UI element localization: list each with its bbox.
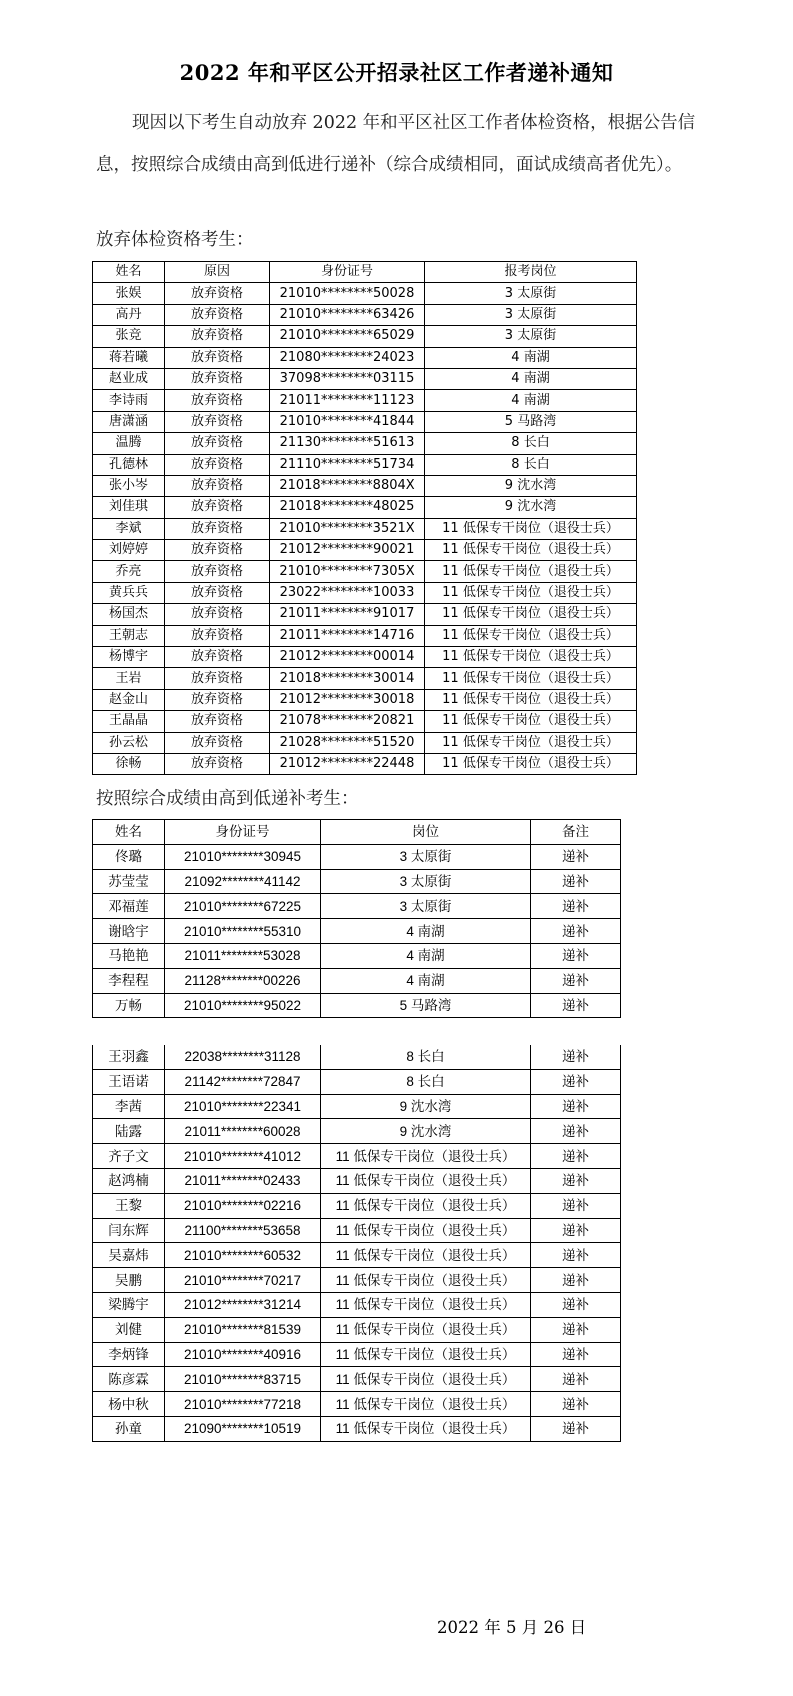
table-cell: 递补 [531, 1119, 621, 1144]
table-cell: 21018********48025 [270, 497, 425, 518]
table-cell: 放弃资格 [165, 753, 270, 774]
table-cell: 21012********22448 [270, 753, 425, 774]
table-cell: 21010********67225 [165, 894, 321, 919]
table-cell: 放弃资格 [165, 604, 270, 625]
table-row [93, 711, 637, 732]
table-cell: 放弃资格 [165, 497, 270, 518]
table-cell: 4 南湖 [321, 919, 531, 944]
table-cell: 8 长白 [425, 433, 637, 454]
table-row [93, 844, 621, 869]
table-cell: 8 长白 [321, 1069, 531, 1094]
table-cell: 放弃资格 [165, 304, 270, 325]
table-cell: 递补 [531, 1317, 621, 1342]
substitute-candidates-table-continued [92, 1045, 621, 1442]
table-cell: 21010********60532 [165, 1243, 321, 1268]
table-cell: 21011********60028 [165, 1119, 321, 1144]
table-cell: 11 低保专干岗位（退役士兵） [321, 1144, 531, 1169]
table-cell: 高丹 [93, 304, 165, 325]
table-cell: 21012********30018 [270, 689, 425, 710]
table-cell: 21010********30945 [165, 844, 321, 869]
withdrawn-candidates-table [92, 261, 637, 775]
table-cell: 4 南湖 [321, 943, 531, 968]
table-cell: 11 低保专干岗位（退役士兵） [425, 668, 637, 689]
table-cell: 21018********30014 [270, 668, 425, 689]
table-cell: 乔亮 [93, 561, 165, 582]
table-cell: 放弃资格 [165, 711, 270, 732]
table-cell: 放弃资格 [165, 433, 270, 454]
table-cell: 4 南湖 [425, 368, 637, 389]
table-cell: 蒋若曦 [93, 347, 165, 368]
table-cell: 王朝志 [93, 625, 165, 646]
table-cell: 梁腾宇 [93, 1292, 165, 1317]
table-cell: 11 低保专干岗位（退役士兵） [321, 1193, 531, 1218]
table-cell: 陆露 [93, 1119, 165, 1144]
table-cell: 放弃资格 [165, 561, 270, 582]
table-row [93, 668, 637, 689]
table-cell: 4 南湖 [425, 347, 637, 368]
table-cell: 21080********24023 [270, 347, 425, 368]
table-cell: 递补 [531, 1292, 621, 1317]
table-cell: 9 沈水湾 [425, 475, 637, 496]
table-cell: 9 沈水湾 [425, 497, 637, 518]
table-cell: 21010********7305X [270, 561, 425, 582]
table-cell: 21010********77218 [165, 1392, 321, 1417]
table-cell: 37098********03115 [270, 368, 425, 389]
table-cell: 递补 [531, 1416, 621, 1441]
table-cell: 谢晗宇 [93, 919, 165, 944]
column-header: 身份证号 [270, 262, 425, 283]
table-cell: 唐潇涵 [93, 411, 165, 432]
table-row [93, 1367, 621, 1392]
table-row [93, 1069, 621, 1094]
table-row [93, 1119, 621, 1144]
table-cell: 21010********41012 [165, 1144, 321, 1169]
table-cell: 放弃资格 [165, 582, 270, 603]
table-row [93, 326, 637, 347]
table-cell: 刘婷婷 [93, 540, 165, 561]
table-cell: 21012********90021 [270, 540, 425, 561]
table-cell: 赵业成 [93, 368, 165, 389]
table-cell: 21010********70217 [165, 1268, 321, 1293]
table-cell: 孙童 [93, 1416, 165, 1441]
table-row [93, 390, 637, 411]
table-cell: 21010********3521X [270, 518, 425, 539]
table-cell: 万畅 [93, 993, 165, 1018]
table-cell: 11 低保专干岗位（退役士兵） [321, 1317, 531, 1342]
table-cell: 王岩 [93, 668, 165, 689]
table-cell: 3 太原街 [425, 283, 637, 304]
table-cell: 4 南湖 [321, 968, 531, 993]
substitute-candidates-table [92, 819, 621, 1018]
table-cell: 杨博宇 [93, 647, 165, 668]
table-cell: 刘健 [93, 1317, 165, 1342]
table-cell: 11 低保专干岗位（退役士兵） [321, 1243, 531, 1268]
table-cell: 李程程 [93, 968, 165, 993]
table-cell: 放弃资格 [165, 411, 270, 432]
table-cell: 21010********83715 [165, 1367, 321, 1392]
table-row [93, 732, 637, 753]
table-row [93, 433, 637, 454]
table-cell: 放弃资格 [165, 518, 270, 539]
table-row [93, 497, 637, 518]
table-cell: 11 低保专干岗位（退役士兵） [425, 711, 637, 732]
table-cell: 3 太原街 [321, 894, 531, 919]
table-cell: 5 马路湾 [425, 411, 637, 432]
table-cell: 递补 [531, 1218, 621, 1243]
table-cell: 11 低保专干岗位（退役士兵） [425, 582, 637, 603]
table-cell: 递补 [531, 1268, 621, 1293]
table-cell: 递补 [531, 844, 621, 869]
table-row [93, 368, 637, 389]
table-cell: 温腾 [93, 433, 165, 454]
table-row [93, 869, 621, 894]
table-row [93, 1144, 621, 1169]
table-cell: 放弃资格 [165, 454, 270, 475]
table-cell: 21010********55310 [165, 919, 321, 944]
table-row [93, 1094, 621, 1119]
table-cell: 21010********22341 [165, 1094, 321, 1119]
table-cell: 递补 [531, 1392, 621, 1417]
table-cell: 11 低保专干岗位（退役士兵） [321, 1268, 531, 1293]
table-cell: 21018********8804X [270, 475, 425, 496]
notice-title: 2022 年和平区公开招录社区工作者递补通知 [179, 60, 614, 85]
table-cell: 递补 [531, 943, 621, 968]
table-cell: 22038********31128 [165, 1045, 321, 1069]
table-cell: 21011********11123 [270, 390, 425, 411]
column-header: 原因 [165, 262, 270, 283]
table-cell: 放弃资格 [165, 475, 270, 496]
table-cell: 11 低保专干岗位（退役士兵） [321, 1168, 531, 1193]
table-row [93, 993, 621, 1018]
table-cell: 孔德林 [93, 454, 165, 475]
table-row [93, 347, 637, 368]
table-cell: 21028********51520 [270, 732, 425, 753]
table-row [93, 689, 637, 710]
column-header: 备注 [531, 820, 621, 845]
table-cell: 递补 [531, 1243, 621, 1268]
table-row [93, 582, 637, 603]
table-cell: 21130********51613 [270, 433, 425, 454]
table-cell: 齐子文 [93, 1144, 165, 1169]
table-cell: 孙云松 [93, 732, 165, 753]
table-row [93, 647, 637, 668]
table-cell: 递补 [531, 968, 621, 993]
table-cell: 张小岑 [93, 475, 165, 496]
intro-paragraph: 现因以下考生自动放弃 2022 年和平区社区工作者体检资格，根据公告信息，按照综合成绩由高到低进行递补（综合成绩相同，面试成绩高者优先）。 [96, 113, 696, 175]
table-cell: 21011********14716 [270, 625, 425, 646]
table-row [93, 1342, 621, 1367]
notice-date: 2022 年 5 月 26 日 [437, 1618, 587, 1637]
table-cell: 放弃资格 [165, 647, 270, 668]
table-row [93, 1045, 621, 1069]
table-cell: 递补 [531, 1367, 621, 1392]
table-row [93, 1416, 621, 1441]
table-cell: 放弃资格 [165, 390, 270, 411]
table-cell: 21110********51734 [270, 454, 425, 475]
section-label-withdrawn: 放弃体检资格考生： [96, 230, 254, 250]
table-cell: 8 长白 [425, 454, 637, 475]
table-row [93, 1193, 621, 1218]
table-row [93, 454, 637, 475]
table-cell: 11 低保专干岗位（退役士兵） [321, 1218, 531, 1243]
table-header-row [93, 820, 621, 845]
table-cell: 放弃资格 [165, 689, 270, 710]
table-cell: 21010********95022 [165, 993, 321, 1018]
table-row [93, 1268, 621, 1293]
table-cell: 放弃资格 [165, 326, 270, 347]
table-cell: 刘佳琪 [93, 497, 165, 518]
table-row [93, 943, 621, 968]
table-cell: 王黎 [93, 1193, 165, 1218]
table-cell: 21010********02216 [165, 1193, 321, 1218]
table-cell: 递补 [531, 1168, 621, 1193]
table-cell: 11 低保专干岗位（退役士兵） [425, 540, 637, 561]
table-cell: 王语诺 [93, 1069, 165, 1094]
table-cell: 11 低保专干岗位（退役士兵） [321, 1392, 531, 1417]
table-row [93, 894, 621, 919]
table-cell: 张竞 [93, 326, 165, 347]
table-cell: 递补 [531, 1094, 621, 1119]
table-row [93, 518, 637, 539]
table-cell: 王羽鑫 [93, 1045, 165, 1069]
table-cell: 递补 [531, 1342, 621, 1367]
table-cell: 21010********65029 [270, 326, 425, 347]
table-cell: 11 低保专干岗位（退役士兵） [321, 1416, 531, 1441]
table-row [93, 1317, 621, 1342]
table-cell: 李茜 [93, 1094, 165, 1119]
table-cell: 23022********10033 [270, 582, 425, 603]
table-cell: 4 南湖 [425, 390, 637, 411]
table-cell: 吴鹏 [93, 1268, 165, 1293]
table-cell: 21010********41844 [270, 411, 425, 432]
table-cell: 21010********63426 [270, 304, 425, 325]
table-cell: 放弃资格 [165, 347, 270, 368]
table-cell: 陈彦霖 [93, 1367, 165, 1392]
table-cell: 21011********91017 [270, 604, 425, 625]
table-cell: 11 低保专干岗位（退役士兵） [425, 604, 637, 625]
table-cell: 递补 [531, 993, 621, 1018]
table-cell: 21128********00226 [165, 968, 321, 993]
table-row [93, 1168, 621, 1193]
table-row [93, 1218, 621, 1243]
table-row [93, 411, 637, 432]
table-cell: 9 沈水湾 [321, 1119, 531, 1144]
table-row [93, 604, 637, 625]
table-cell: 递补 [531, 1144, 621, 1169]
table-cell: 3 太原街 [321, 869, 531, 894]
table-cell: 递补 [531, 1193, 621, 1218]
table-row [93, 753, 637, 774]
table-cell: 3 太原街 [321, 844, 531, 869]
table-cell: 11 低保专干岗位（退役士兵） [425, 625, 637, 646]
table-row [93, 475, 637, 496]
table-cell: 21100********53658 [165, 1218, 321, 1243]
table-row [93, 304, 637, 325]
table-cell: 递补 [531, 919, 621, 944]
table-cell: 放弃资格 [165, 625, 270, 646]
table-row [93, 625, 637, 646]
table-cell: 王晶晶 [93, 711, 165, 732]
table-cell: 11 低保专干岗位（退役士兵） [425, 753, 637, 774]
table-cell: 11 低保专干岗位（退役士兵） [321, 1292, 531, 1317]
table-cell: 李诗雨 [93, 390, 165, 411]
table-cell: 21092********41142 [165, 869, 321, 894]
table-cell: 张娱 [93, 283, 165, 304]
column-header: 身份证号 [165, 820, 321, 845]
section-label-substitutes: 按照综合成绩由高到低递补考生： [96, 789, 359, 809]
table-cell: 递补 [531, 894, 621, 919]
table-cell: 杨国杰 [93, 604, 165, 625]
table-cell: 递补 [531, 1045, 621, 1069]
table-cell: 放弃资格 [165, 283, 270, 304]
table-cell: 苏莹莹 [93, 869, 165, 894]
table-cell: 21011********02433 [165, 1168, 321, 1193]
table-cell: 放弃资格 [165, 668, 270, 689]
table-cell: 11 低保专干岗位（退役士兵） [425, 518, 637, 539]
table-cell: 徐畅 [93, 753, 165, 774]
table-cell: 3 太原街 [425, 304, 637, 325]
table-cell: 21142********72847 [165, 1069, 321, 1094]
table-row [93, 1292, 621, 1317]
table-cell: 21012********00014 [270, 647, 425, 668]
table-cell: 赵鸿楠 [93, 1168, 165, 1193]
table-cell: 李炳锋 [93, 1342, 165, 1367]
column-header: 姓名 [93, 262, 165, 283]
table-cell: 11 低保专干岗位（退役士兵） [425, 732, 637, 753]
table-cell: 放弃资格 [165, 368, 270, 389]
table-cell: 放弃资格 [165, 732, 270, 753]
table-cell: 赵金山 [93, 689, 165, 710]
table-cell: 放弃资格 [165, 540, 270, 561]
column-header: 姓名 [93, 820, 165, 845]
table-cell: 11 低保专干岗位（退役士兵） [425, 689, 637, 710]
table-cell: 21010********81539 [165, 1317, 321, 1342]
table-cell: 11 低保专干岗位（退役士兵） [425, 561, 637, 582]
table-cell: 8 长白 [321, 1045, 531, 1069]
table-cell: 佟璐 [93, 844, 165, 869]
table-cell: 21011********53028 [165, 943, 321, 968]
column-header: 岗位 [321, 820, 531, 845]
table-cell: 5 马路湾 [321, 993, 531, 1018]
table-cell: 11 低保专干岗位（退役士兵） [321, 1367, 531, 1392]
table-cell: 11 低保专干岗位（退役士兵） [321, 1342, 531, 1367]
table-header-row [93, 262, 637, 283]
table-cell: 马艳艳 [93, 943, 165, 968]
table-row [93, 919, 621, 944]
table-cell: 递补 [531, 1069, 621, 1094]
table-cell: 吴嘉炜 [93, 1243, 165, 1268]
table-row [93, 540, 637, 561]
table-cell: 李斌 [93, 518, 165, 539]
table-row [93, 1243, 621, 1268]
table-cell: 21010********50028 [270, 283, 425, 304]
table-row [93, 283, 637, 304]
table-row [93, 1392, 621, 1417]
table-cell: 杨中秋 [93, 1392, 165, 1417]
table-row [93, 968, 621, 993]
table-cell: 9 沈水湾 [321, 1094, 531, 1119]
table-cell: 3 太原街 [425, 326, 637, 347]
table-cell: 21010********40916 [165, 1342, 321, 1367]
table-cell: 21078********20821 [270, 711, 425, 732]
table-cell: 邓福莲 [93, 894, 165, 919]
table-cell: 21090********10519 [165, 1416, 321, 1441]
table-cell: 11 低保专干岗位（退役士兵） [425, 647, 637, 668]
table-cell: 黄兵兵 [93, 582, 165, 603]
column-header: 报考岗位 [425, 262, 637, 283]
table-cell: 递补 [531, 869, 621, 894]
table-cell: 闫东辉 [93, 1218, 165, 1243]
table-row [93, 561, 637, 582]
table-cell: 21012********31214 [165, 1292, 321, 1317]
